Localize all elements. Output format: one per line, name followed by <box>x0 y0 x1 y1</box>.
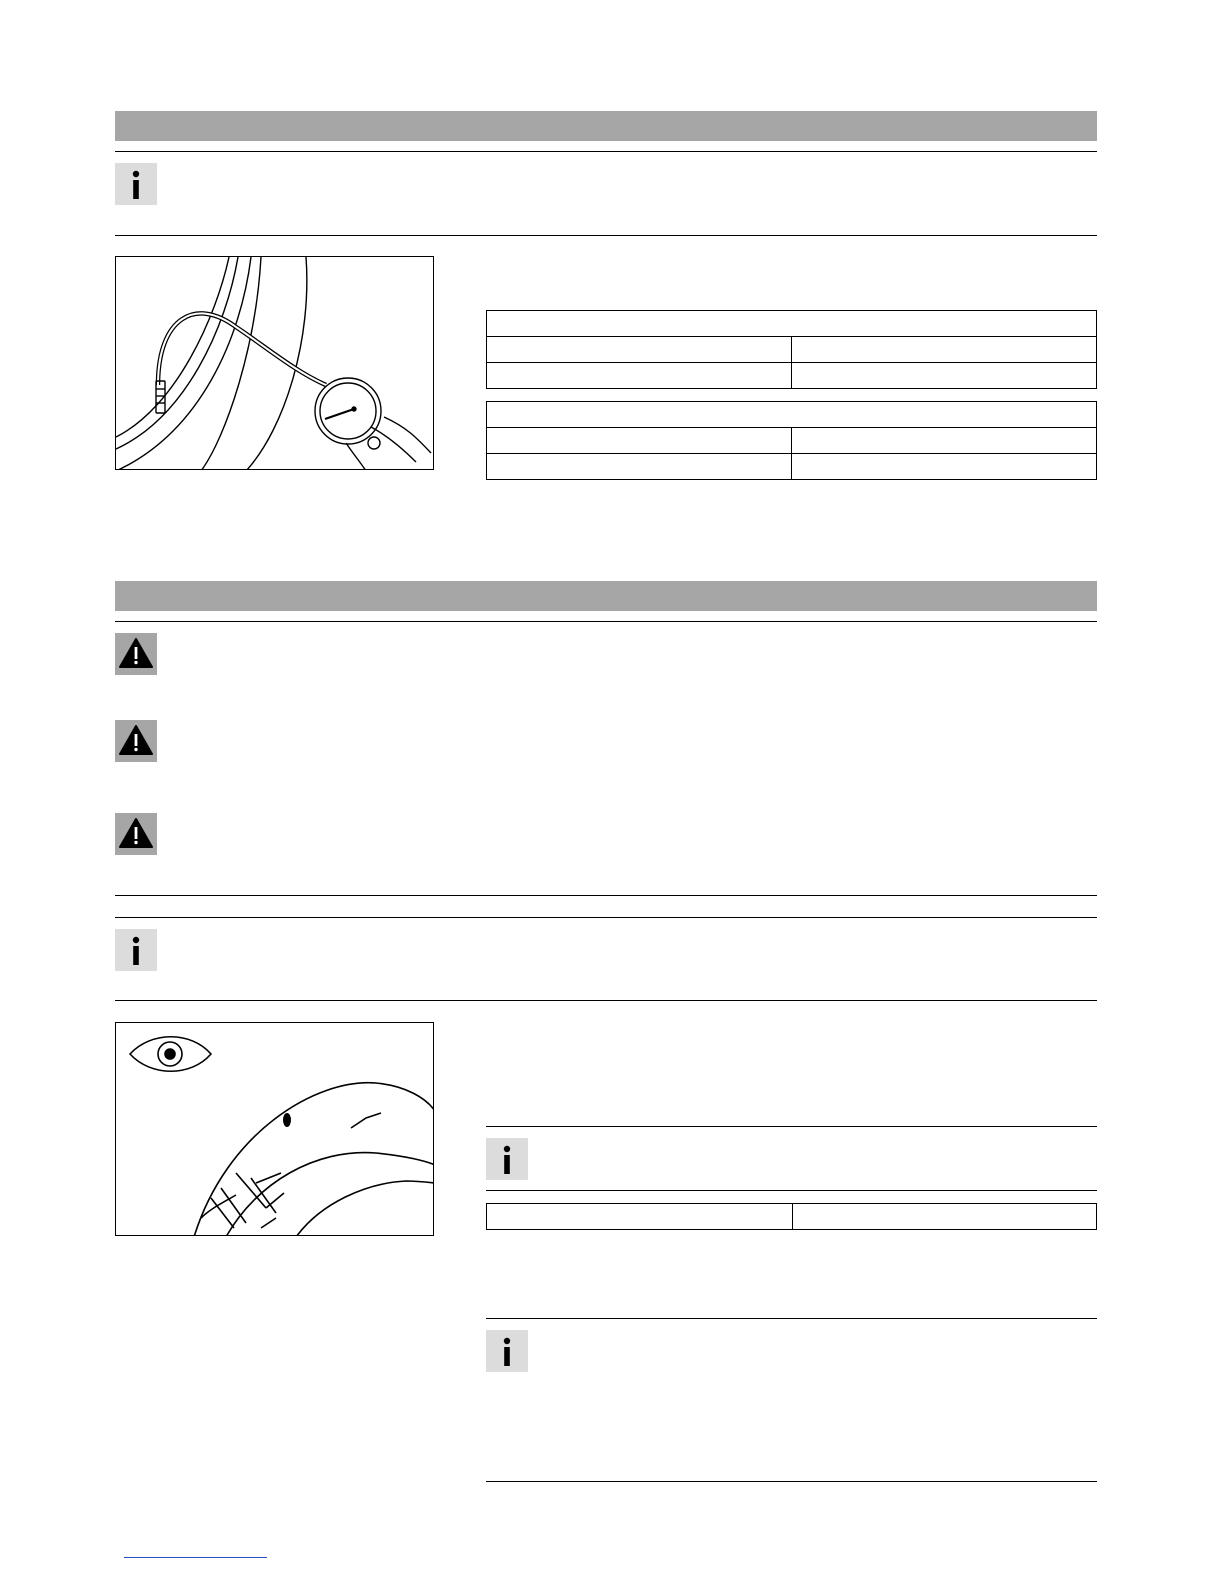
table-cell <box>792 337 1097 363</box>
divider <box>486 1481 1097 1482</box>
footer-link[interactable] <box>124 1557 267 1558</box>
table-header <box>487 402 1097 428</box>
tire-tread-inspection-illustration <box>115 1022 434 1236</box>
divider <box>486 1318 1097 1319</box>
warning-icon <box>115 720 157 762</box>
table-cell <box>487 428 792 454</box>
table-header <box>487 311 1097 337</box>
divider <box>115 895 1097 896</box>
table-cell <box>487 337 792 363</box>
info-icon <box>486 1138 528 1180</box>
divider <box>115 235 1097 236</box>
divider <box>115 1000 1097 1001</box>
divider <box>486 1126 1097 1127</box>
table-cell <box>792 363 1097 389</box>
divider <box>115 621 1097 622</box>
table-cell <box>792 454 1097 480</box>
table-cell <box>792 428 1097 454</box>
warning-icon <box>115 633 157 675</box>
table-cell <box>793 1204 1097 1230</box>
info-icon <box>115 929 157 971</box>
tire-pressure-table-1 <box>486 310 1097 389</box>
tire-pressure-gauge-illustration <box>115 256 434 470</box>
divider <box>115 151 1097 152</box>
tread-depth-table <box>486 1203 1097 1230</box>
warning-icon <box>115 813 157 855</box>
tire-pressure-table-2 <box>486 401 1097 480</box>
divider <box>115 917 1097 918</box>
section-header-bar <box>115 111 1097 141</box>
section-header-bar <box>115 581 1097 611</box>
table-cell <box>487 1204 793 1230</box>
table-cell <box>487 454 792 480</box>
table-cell <box>487 363 792 389</box>
divider <box>486 1190 1097 1191</box>
info-icon <box>486 1330 528 1372</box>
info-icon <box>115 163 157 205</box>
